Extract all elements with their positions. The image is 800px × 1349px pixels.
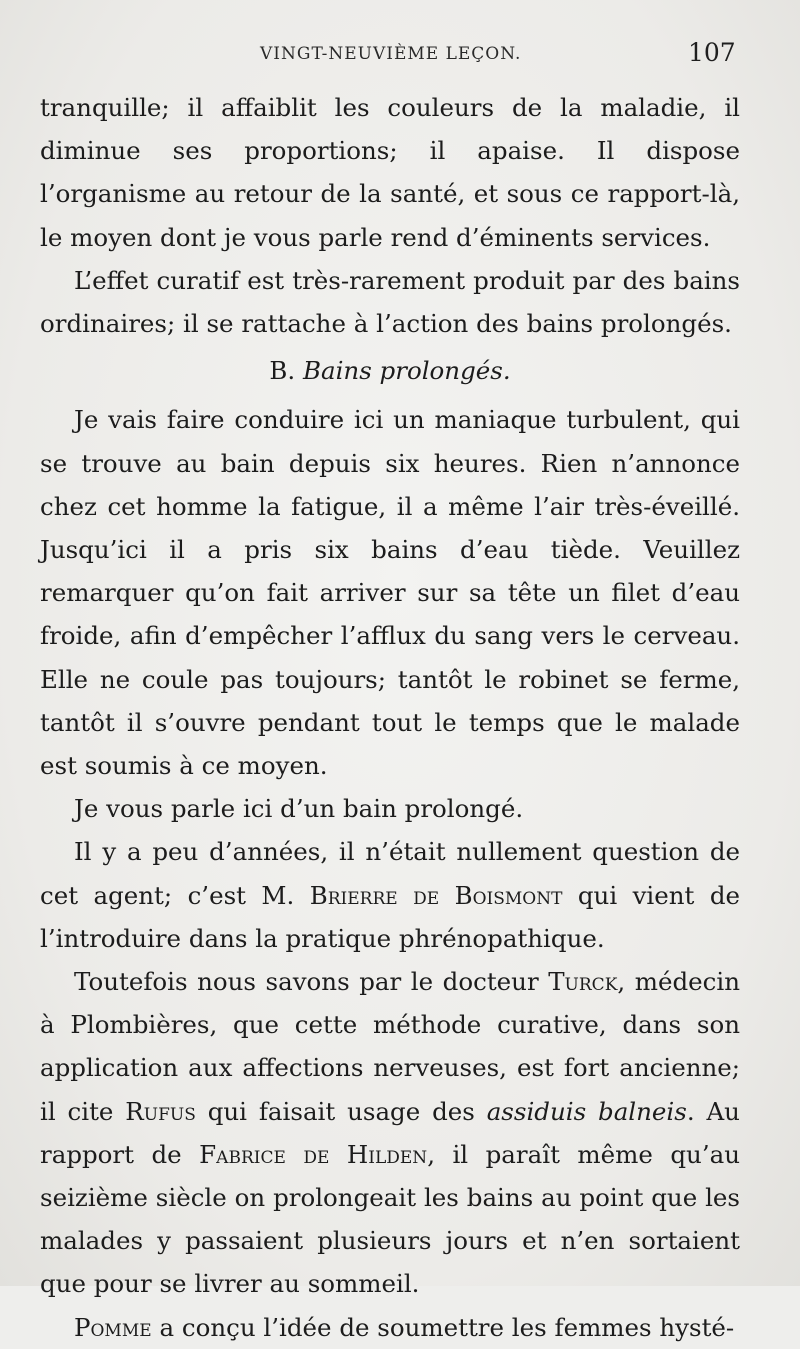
author-name: Pomme (74, 1312, 152, 1342)
section-letter: B. (269, 356, 296, 386)
text-run: qui faisait usage des (207, 1096, 475, 1126)
author-name: Brierre de Boismont (309, 880, 563, 910)
author-name: Fabrice de Hilden (199, 1139, 428, 1169)
section-title (40, 349, 740, 392)
author-name: Rufus (125, 1096, 196, 1126)
text-run: qui vient de l’introduire dans la pratique phrénopathique. (40, 880, 741, 953)
text-run: . Au rapport de (40, 1096, 740, 1169)
paragraph-1: tranquille; il affaiblit les couleurs de la maladie, il diminue ses proportions; il apaise. Il dispose l’organisme au retour de la santé, et sous ce rapport-là, le moyen dont je vous parle rend d’éminents services. (40, 93, 740, 252)
running-head: VINGT-NEUVIÈME LEÇON. (260, 44, 522, 64)
latin-phrase: assiduis balneis (486, 1096, 687, 1126)
body-text (40, 86, 740, 1349)
page-header (0, 38, 800, 78)
paragraph-2: L’effet curatif est très-rarement produit par des bains ordinaires; il se rattache à l’action des bains prolongés. (40, 265, 740, 339)
section-title-text: Bains prolongés. (302, 356, 511, 386)
paragraph-3: Je vais faire conduire ici un maniaque turbulent, qui se trouve au bain depuis six heures. Rien n’annonce chez cet homme la fatigue, il a même l’air très-éveillé. Jusqu’ici il a pris six bains d’eau tiède. Veuillez remarquer qu’on fait arriver sur sa tête un filet d’eau froide, afin d’empêcher l’afflux du sang vers le cerveau. Elle ne coule pas toujours; tantôt le robinet se ferme, tantôt il s’ouvre pendant tout le temps que le malade est soumis à ce moyen. (40, 405, 740, 781)
paragraph-6 (40, 960, 740, 1306)
text-run: , médecin à Plombières, que cette méthode curative, dans son application aux affections nerveuses, est fort ancienne; il cite (40, 967, 740, 1126)
author-name: Turck (548, 967, 618, 997)
paragraph-4: Je vous parle ici d’un bain prolongé. (74, 794, 524, 824)
paragraph-7 (40, 1306, 740, 1349)
paragraph-5 (40, 830, 740, 960)
text-run: Toutefois nous savons par le docteur (74, 967, 539, 997)
page-number: 107 (688, 38, 736, 67)
text-run: , il paraît même qu’au seizième siècle on prolongeait les bains au point que les malades y passaient plusieurs jours et n’en sortaient que pour se livrer au sommeil. (40, 1139, 740, 1299)
text-run: a conçu l’idée de soumettre les femmes hysté- (159, 1312, 735, 1342)
text-run: Il y a peu d’années, il n’était nullement question de cet agent; c’est M. (40, 837, 740, 910)
